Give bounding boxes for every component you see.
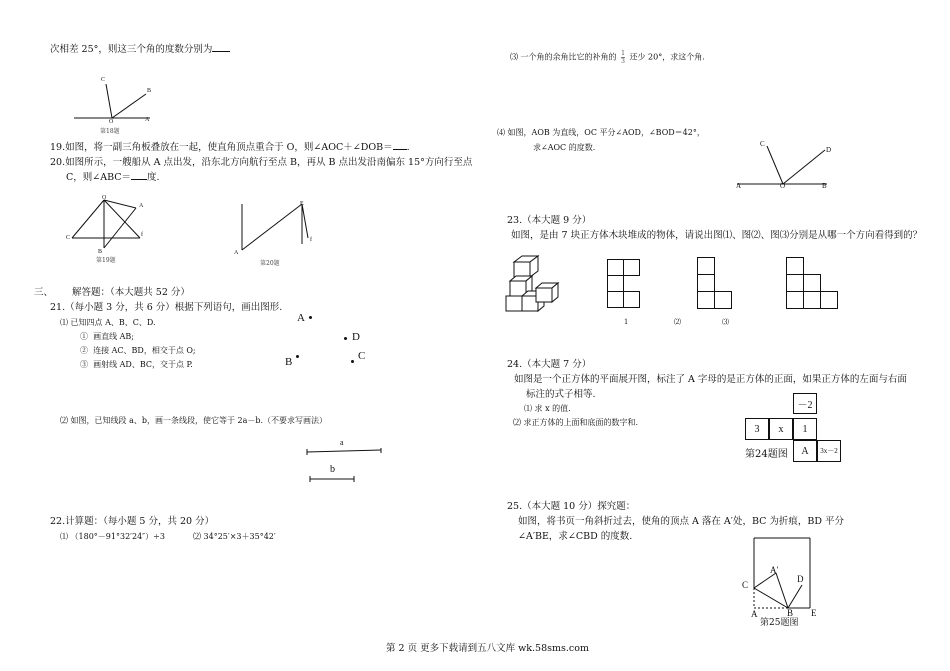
fig25-label-c: C: [742, 580, 749, 590]
view3-cell: [803, 291, 821, 309]
net-face-one: 1: [793, 418, 817, 440]
segment-a: [307, 448, 383, 456]
view2-cell: [697, 291, 715, 309]
view2-label: ⑵: [674, 318, 681, 326]
q-p4-line2: 求∠AOC 的度数.: [533, 143, 596, 152]
fig-p4-label-a: A: [736, 182, 742, 190]
q21-part2: ⑵ 如图，已知线段 a、b，画一条线段，使它等于 2a－b.（不要求写画法）: [60, 416, 328, 425]
segment-b: [310, 476, 356, 484]
q25-line1: 如图，将书页一角斜折过去，使角的顶点 A 落在 A′处，BC 为折痕，BD 平分: [518, 516, 845, 527]
net-face-front: A: [793, 440, 817, 462]
q21-item-3: ③ 画射线 AD、BC，交于点 P.: [80, 360, 193, 369]
q21-part1: ⑴ 已知四点 A、B、C、D.: [60, 318, 156, 327]
fig-p4-label-c: C: [760, 140, 765, 148]
point-a-dot: [309, 316, 312, 319]
fig-p4-label-d: D: [826, 146, 832, 154]
q19-text: 19.如图，将一副三角板叠放在一起，使直角顶点重合于 O，则∠AOC＋∠DOB＝ .: [50, 142, 410, 153]
fig19-label-c: C: [66, 235, 71, 241]
point-d-label: D: [352, 331, 360, 343]
fig-p4-label-b: B: [822, 182, 827, 190]
q25-caption: 第25题图: [760, 618, 799, 628]
figure-20: [236, 200, 316, 260]
fig19-label-a: A: [139, 203, 144, 209]
q24-caption: 第24题图: [745, 449, 788, 460]
net-face-x: x: [769, 418, 793, 440]
q25-head: 25.（本大题 10 分）探究题：: [507, 501, 636, 512]
view2-cell: [697, 257, 715, 275]
net-face-top: －2: [793, 393, 817, 414]
view1-cell: [607, 275, 624, 292]
fig19-label-b: B: [98, 249, 103, 255]
figure-18: [70, 72, 160, 134]
fig19-label-f: f: [141, 232, 143, 238]
fig25-label-a-prime: A′: [770, 565, 779, 575]
fraction-denominator: 3: [621, 58, 625, 65]
view1-cell: [623, 259, 640, 276]
view1-cell: [607, 291, 624, 308]
segment-b-label: b: [330, 464, 335, 475]
view3-cell: [803, 274, 821, 292]
fig19-caption: 第19题: [96, 257, 116, 264]
point-a-label: A: [297, 312, 305, 324]
fig19-label-o: O: [102, 195, 107, 201]
q21-item-1: ① 画直线 AB;: [80, 332, 134, 341]
cube-stack-figure: [502, 252, 562, 317]
fig25-label-d: D: [797, 574, 804, 584]
fig18-label-o: O: [109, 119, 114, 125]
q23-head: 23.（本大题 9 分）: [507, 215, 592, 226]
q21-head: 21.（每小题 3 分，共 6 分）根据下列语句，画出图形.: [50, 302, 283, 313]
page-footer: 第 2 页 更多下载请到五八文库 wk.58sms.com: [386, 643, 589, 654]
view2-cell: [697, 274, 715, 292]
fig18-label-c: C: [101, 77, 106, 83]
q21-item-2: ② 连接 AC、BD，相交于点 O;: [80, 346, 196, 355]
q24-part2: ⑵ 求正方体的上面和底面的数字和.: [513, 418, 639, 427]
view2-cell: [714, 291, 732, 309]
view3-label: ⑶: [722, 318, 729, 326]
q-p3-text: ⑶ 一个角的余角比它的补角的 $\frac{1}{3}$ 还少 20°，求这个角.: [510, 50, 705, 65]
fig-p4-label-o: O: [780, 182, 786, 190]
view3-cell: [820, 291, 838, 309]
section3-number: 三、: [34, 287, 54, 298]
q-p4-line1: ⑷ 如图，AOB 为直线，OC 平分∠AOD，∠BOD＝42°，: [497, 128, 705, 137]
fig20-label-f: f: [310, 237, 312, 243]
point-b-dot: [296, 355, 299, 358]
q20-line2: C，则∠ABC＝ 度.: [66, 172, 160, 183]
view1-cell: [607, 259, 624, 276]
point-c-label: C: [358, 350, 366, 362]
view1-cell: [623, 291, 640, 308]
q22-head: 22.计算题：（每小题 5 分，共 20 分）: [50, 516, 215, 527]
fig18-label-a: A: [145, 117, 150, 123]
q23-text: 如图，是由 7 块正方体木块堆成的物体，请说出图⑴、图⑵、图⑶分别是从哪一个方向看得到的？: [511, 230, 923, 241]
segment-a-label: a: [340, 438, 344, 447]
view3-cell: [786, 274, 804, 292]
view1-label: 1: [624, 317, 628, 326]
fig18-caption: 第18题: [100, 128, 120, 135]
q24-line1: 如图是一个正方体的平面展开图，标注了 A 字母的是正方体的正面，如果正方体的左面与右面: [514, 374, 907, 385]
net-face-left: 3: [745, 418, 769, 440]
fig25-label-a: A: [751, 609, 758, 619]
view3-cell: [786, 257, 804, 275]
view3-cell: [786, 291, 804, 309]
fig20-caption: 第20题: [260, 260, 280, 267]
fraction-numerator: 1: [621, 50, 625, 57]
q22-part1: ⑴ （180°－91°32′24″）÷3: [60, 532, 165, 541]
point-c-dot: [351, 360, 354, 363]
figure-25: [748, 536, 820, 612]
fig25-label-e: E: [811, 608, 817, 618]
point-b-label: B: [285, 356, 293, 368]
net-face-right: 3x－2: [817, 440, 841, 462]
q24-head: 24.（本大题 7 分）: [507, 359, 592, 370]
q25-line2: ∠A′BE，求∠CBD 的度数.: [518, 531, 633, 542]
fig18-label-b: B: [147, 88, 152, 94]
fig20-label-e: E: [300, 201, 304, 207]
point-d-dot: [344, 337, 347, 340]
q22-part2: ⑵ 34°25′×3＋35°42′: [193, 532, 276, 541]
q24-part1: ⑴ 求 x 的值.: [524, 404, 571, 413]
q24-line2: 标注的式子相等.: [526, 389, 596, 400]
q18-tail: 次相差 25°，则这三个角的度数分别为: [50, 44, 230, 55]
q20-line1: 20.如图所示，一艘船从 A 点出发，沿东北方向航行至点 B，再从 B 点出发沿南偏东 15°方向行至点: [50, 157, 473, 168]
fig25-label-b: B: [787, 608, 794, 618]
section3-title: 解答题：（本大题共 52 分）: [72, 287, 190, 298]
fig20-label-a: A: [234, 250, 239, 256]
